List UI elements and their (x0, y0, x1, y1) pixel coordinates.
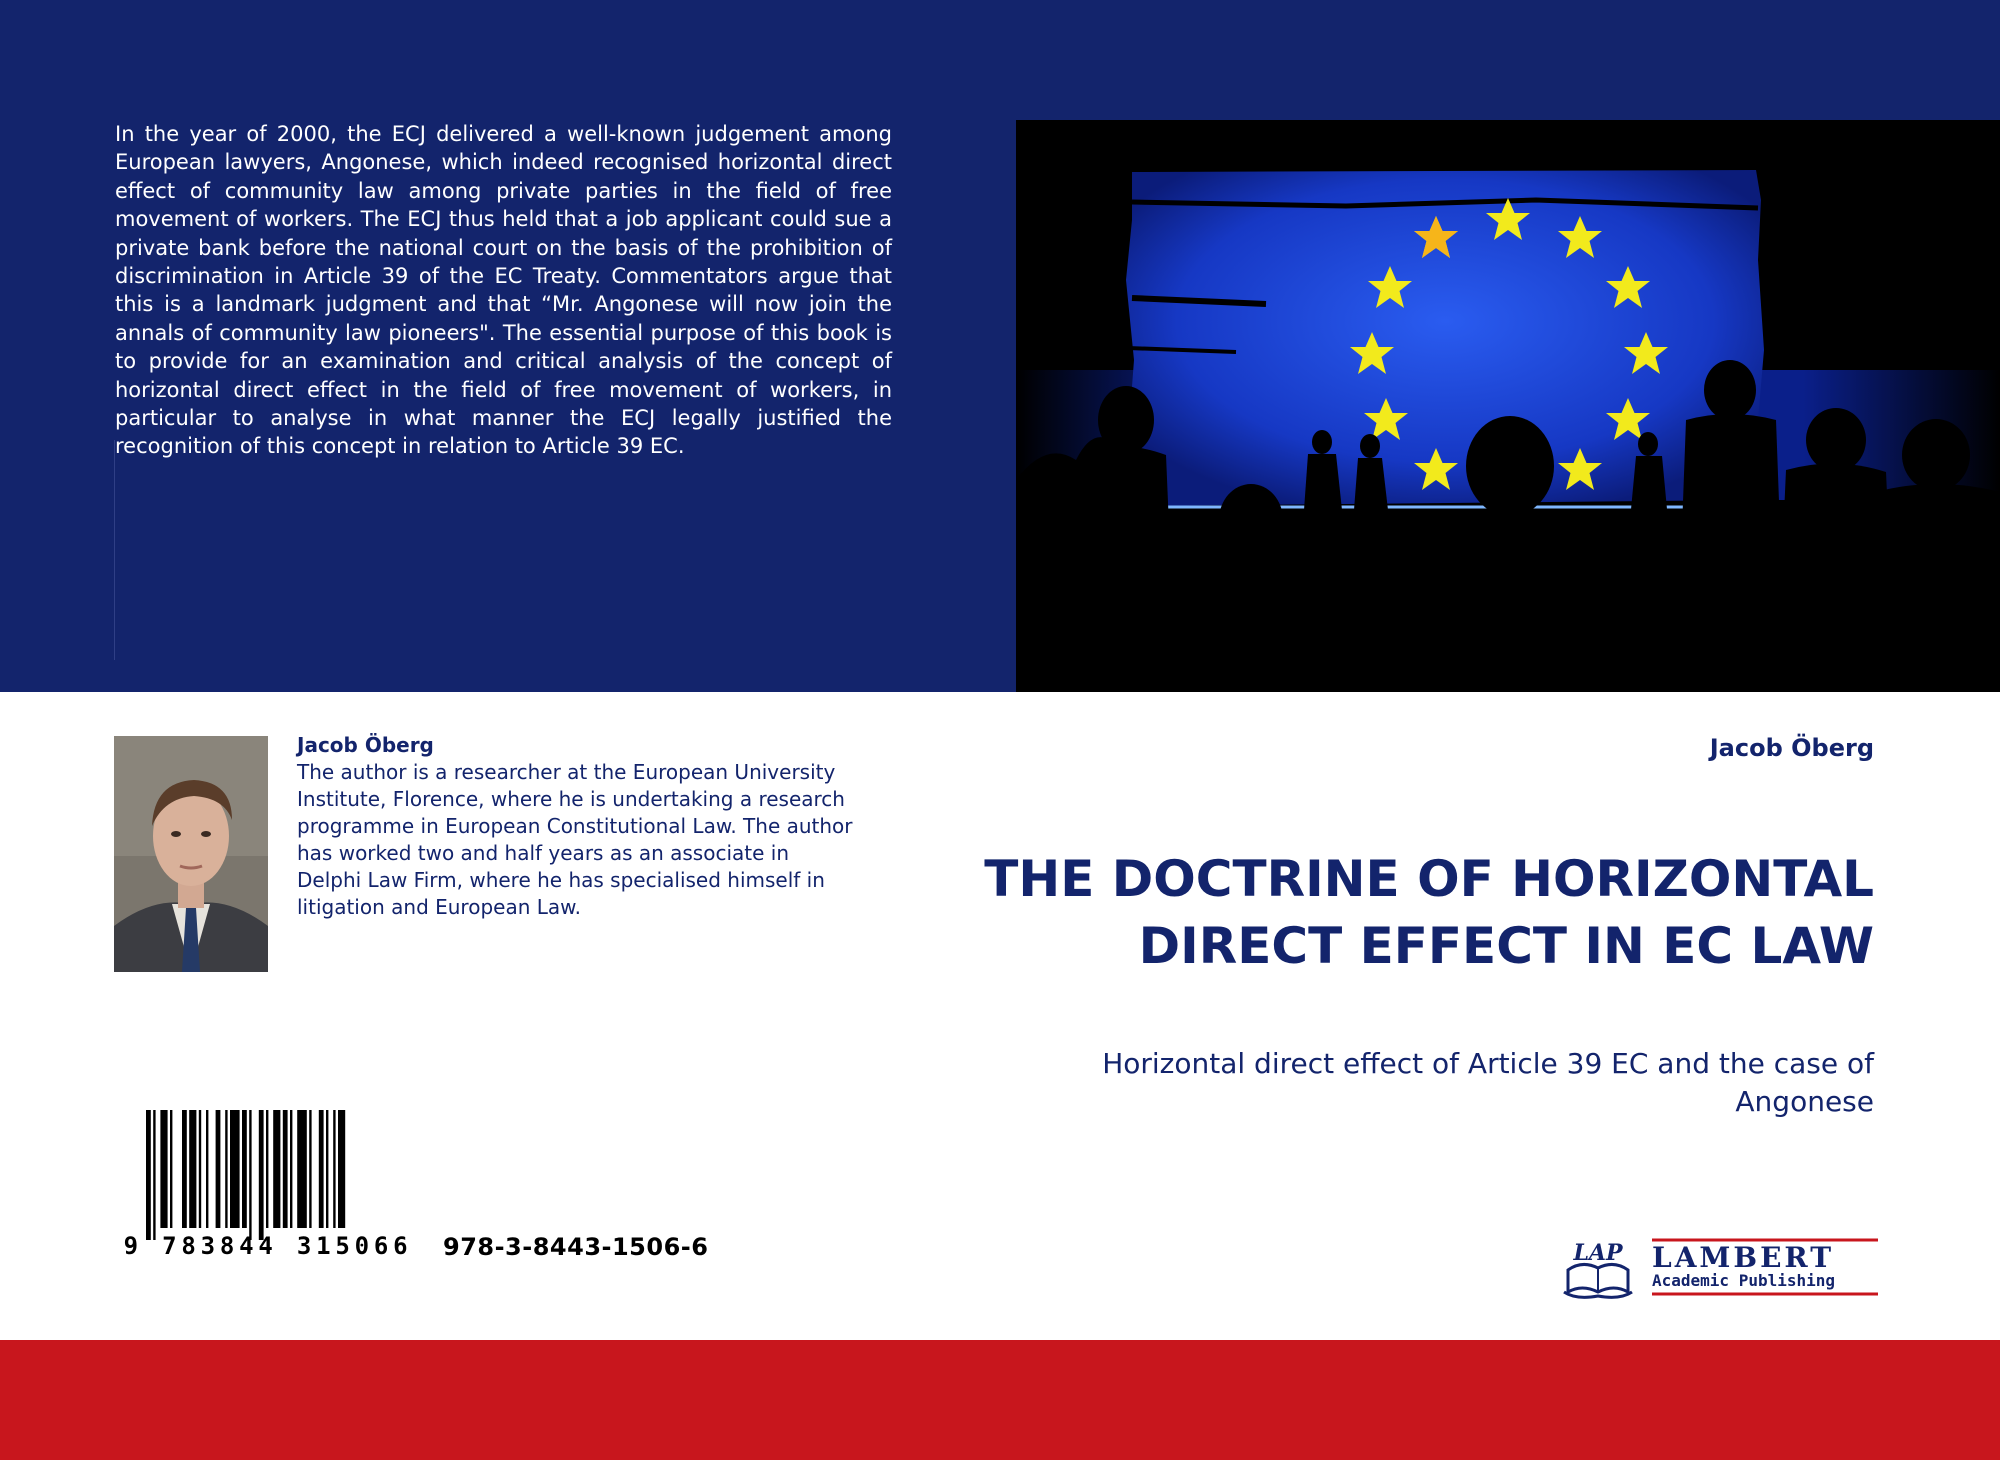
barcode-bar (249, 1110, 251, 1240)
barcode-bar (283, 1110, 288, 1228)
barcode-bar (170, 1110, 172, 1228)
barcode-digits: 9 783844 315066 (123, 1232, 413, 1260)
barcode-bar (333, 1110, 335, 1228)
book-subtitle: Horizontal direct effect of Article 39 EC and the case of Angonese (1102, 1047, 1874, 1118)
barcode-bar (297, 1110, 307, 1228)
blurb-divider (114, 440, 115, 660)
barcode-bar (199, 1110, 201, 1228)
barcode-bar (242, 1110, 247, 1228)
eu-flag-silhouettes-image (1016, 120, 2000, 692)
publisher-monogram: LAP (1573, 1240, 1623, 1266)
barcode-bar (326, 1110, 328, 1228)
barcode-bar (319, 1110, 324, 1228)
barcode-bar (160, 1110, 167, 1228)
author-biography: The author is a researcher at the European University Institute, Florence, where he is undertaking a research programme in European Constitutional Law. The author has worked two and half years as an associate in Delphi Law Firm, where he has specialised himself in litigation and European Law. (297, 760, 853, 919)
barcode-bars (146, 1110, 345, 1240)
barcode-bar (273, 1110, 280, 1228)
barcode-bar (230, 1110, 240, 1228)
front-cover-author: Jacob Öberg (1709, 734, 1874, 762)
barcode-bar (146, 1110, 151, 1240)
barcode-bar (189, 1110, 196, 1228)
book-title: THE DOCTRINE OF HORIZONTAL DIRECT EFFECT IN EC LAW (984, 850, 1874, 975)
barcode-bar (259, 1110, 264, 1240)
author-bio-name: Jacob Öberg (297, 733, 434, 757)
author-portrait-image (114, 736, 268, 972)
barcode-bar (309, 1110, 311, 1228)
lap-open-book-icon (1564, 1240, 1632, 1297)
publisher-tagline: Academic Publishing (1652, 1271, 1836, 1290)
barcode-bar (182, 1110, 187, 1228)
isbn-number: 978-3-8443-1506-6 (443, 1233, 709, 1261)
barcode-bar (225, 1110, 227, 1228)
publisher-logo (1562, 1230, 1882, 1302)
barcode-bar (338, 1110, 345, 1228)
back-cover-blurb: In the year of 2000, the ECJ delivered a well-known judgement among European lawyers, Angonese, which indeed recognised horizontal direct effect of community law among private parties in the field of free movement of workers. The ECJ thus held that a job applicant could sue a private bank before the national court on the basis of the prohibition of discrimination in Article 39 of the EC Treaty. Commentators argue that this is a landmark judgment and that “Mr. Angonese will now join the annals of community law pioneers". The essential purpose of this book is to provide for an examination and critical analysis of the concept of horizontal direct effect in the field of free movement of workers, in particular to analyse in what manner the ECJ legally justified the recognition of this concept in relation to Article 39 EC. (115, 122, 892, 459)
barcode-bar (153, 1110, 155, 1240)
barcode-bar (216, 1110, 221, 1228)
publisher-name: LAMBERT (1652, 1241, 1835, 1274)
barcode-bar (290, 1110, 292, 1228)
isbn-barcode (118, 1110, 418, 1260)
barcode-bar (266, 1110, 268, 1228)
barcode-bar (206, 1110, 208, 1228)
bottom-red-band (0, 1340, 2000, 1460)
